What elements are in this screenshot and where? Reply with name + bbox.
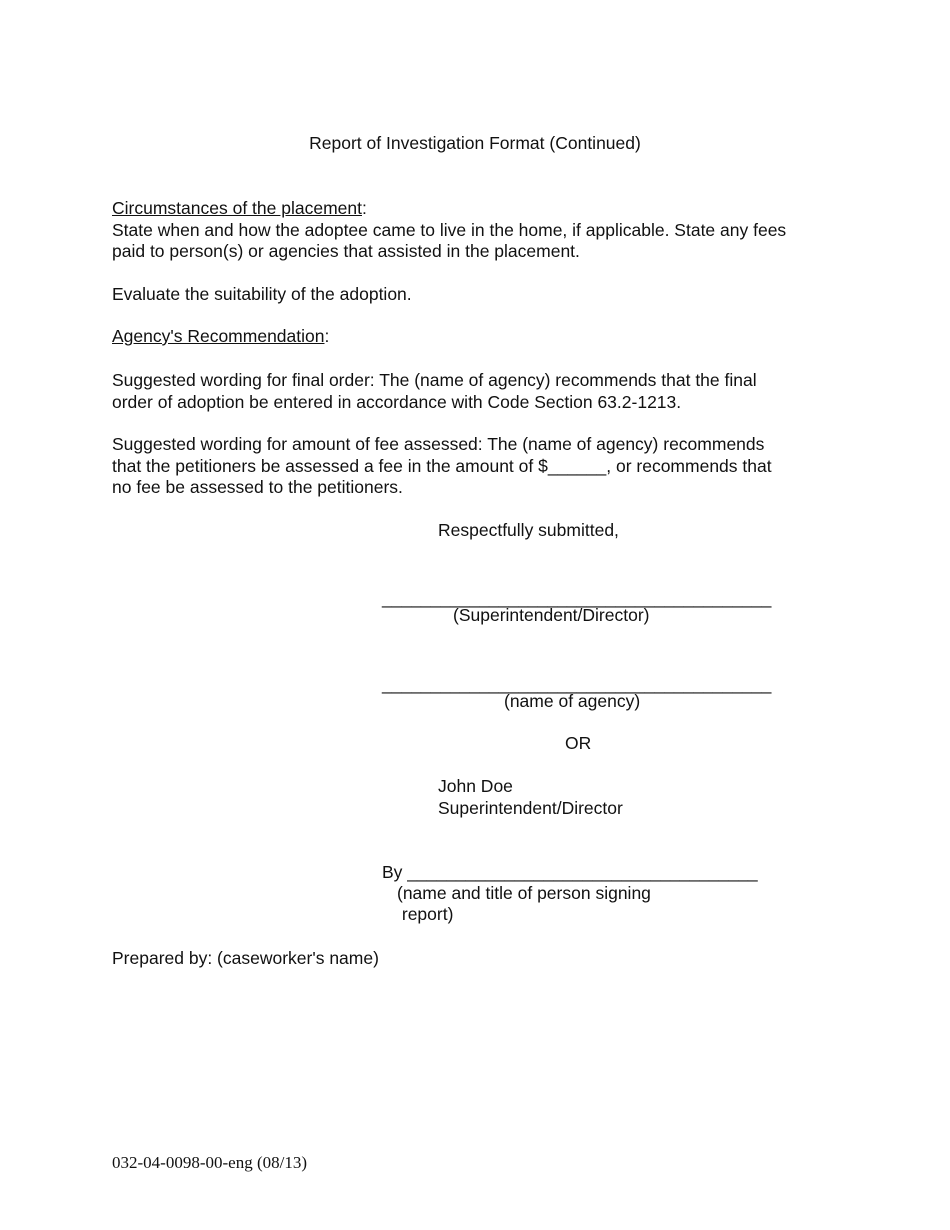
evaluate-text: Evaluate the suitability of the adoption. bbox=[112, 284, 412, 304]
circumstances-heading-line bbox=[112, 198, 852, 220]
recommendation-heading-colon: : bbox=[324, 326, 330, 346]
circumstances-line-2: paid to person(s) or agencies that assisted in the placement. bbox=[112, 241, 580, 261]
circumstances-heading-colon: : bbox=[361, 198, 367, 218]
signature-line-agency: ________________________________________ bbox=[382, 674, 772, 694]
caption-name-of-agency: (name of agency) bbox=[504, 691, 641, 711]
caption-superintendent-director: (Superintendent/Director) bbox=[453, 605, 650, 625]
signer-name: John Doe bbox=[438, 776, 513, 796]
prepared-by: Prepared by: (caseworker's name) bbox=[112, 948, 379, 968]
circumstances-section bbox=[112, 198, 852, 263]
recommendation-heading-line bbox=[112, 326, 852, 348]
or-text: OR bbox=[565, 733, 592, 753]
circumstances-heading: Circumstances of the placement bbox=[112, 198, 362, 218]
recommendation-heading: Agency's Recommendation bbox=[112, 326, 325, 346]
final-order-line-2: order of adoption be entered in accordance with Code Section 63.2-1213. bbox=[112, 391, 682, 412]
final-order-paragraph bbox=[112, 370, 852, 413]
by-signature-line: By ____________________________________ bbox=[382, 862, 758, 882]
fee-line-3: no fee be assessed to the petitioners. bbox=[112, 477, 403, 497]
caption-signer-line-1: (name and title of person signing bbox=[397, 883, 651, 903]
final-order-line-1: Suggested wording for final order: The (name of agency) recommends that the final bbox=[112, 370, 757, 390]
signer-title: Superintendent/Director bbox=[438, 798, 623, 818]
fee-paragraph bbox=[112, 434, 852, 499]
fee-line-1: Suggested wording for amount of fee assessed: The (name of agency) recommends bbox=[112, 434, 765, 454]
form-number: 032-04-0098-00-eng (08/13) bbox=[112, 1153, 307, 1172]
closing-text: Respectfully submitted, bbox=[438, 520, 619, 540]
caption-signer-line-2: report) bbox=[397, 904, 454, 924]
fee-line-2: that the petitioners be assessed a fee in the amount of $______, or recommends that bbox=[112, 455, 772, 476]
signature-line-director: ________________________________________ bbox=[382, 588, 772, 608]
page-title: Report of Investigation Format (Continued) bbox=[309, 133, 641, 153]
circumstances-line-1: State when and how the adoptee came to live in the home, if applicable. State any fees bbox=[112, 219, 787, 240]
